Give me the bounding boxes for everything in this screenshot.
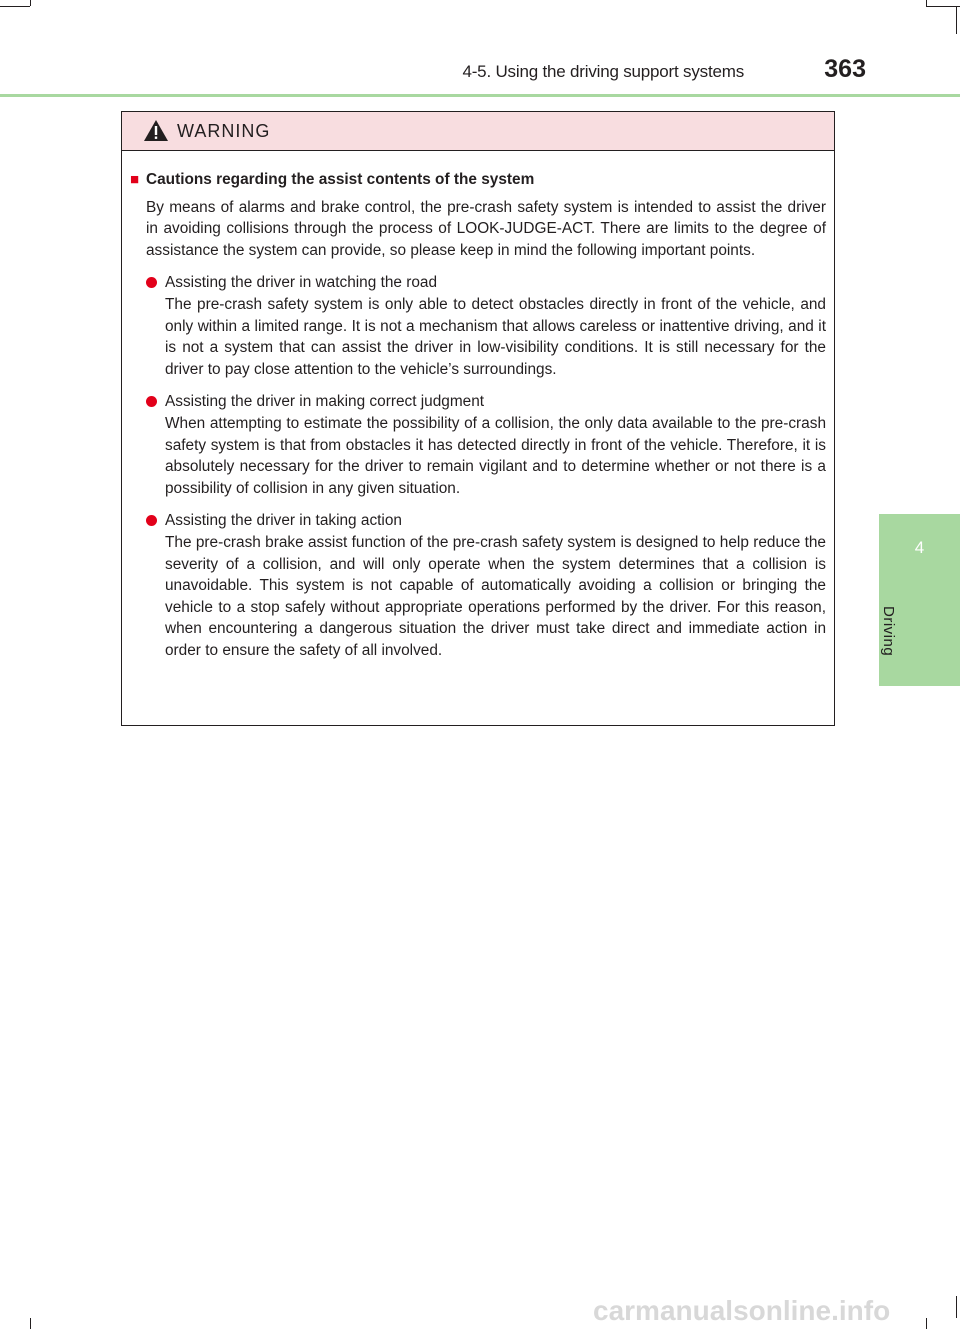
intro-paragraph: By means of alarms and brake control, the pre-crash safety system is intended to assist the driver in avoiding collisions through the process of LOOK-JUDGE-ACT. There are limits to the degree of assistance the system can provide, so please keep in mind the following important points.	[146, 198, 826, 259]
list-item-heading: Assisting the driver in making correct judgment	[165, 393, 485, 411]
page-number: 363	[824, 55, 866, 83]
crop-mark-top-right-h	[926, 6, 960, 7]
list-item-heading: Assisting the driver in taking action	[165, 512, 402, 530]
crop-mark-top-left	[30, 0, 31, 6]
warning-header	[122, 112, 834, 151]
crop-mark-top-left-h	[0, 6, 30, 7]
chapter-tab-number: 4	[914, 538, 925, 557]
list-item	[146, 272, 826, 380]
crop-mark-right-top	[956, 6, 957, 34]
warning-title: WARNING	[177, 121, 271, 141]
watermark-logo	[593, 1295, 957, 1327]
list-item	[146, 510, 826, 661]
square-bullet-icon: ■	[130, 171, 140, 188]
chapter-tab-label: Driving	[880, 606, 897, 657]
list-item-heading: Assisting the driver in watching the road	[165, 274, 438, 292]
warning-body	[122, 151, 834, 661]
list-item-body: When attempting to estimate the possibility of a collision, the only data available to the pre-crash safety system is that from obstacles it has detected directly in front of the vehicle. Therefore, it is absolutely necessary for the driver to remain vigilant and to determine whether or not there is a possibility of collision in any given situation.	[165, 414, 826, 497]
list-item	[146, 391, 826, 499]
section-heading	[130, 169, 826, 191]
round-bullet-icon	[146, 277, 157, 288]
header-rule	[0, 94, 960, 97]
list-item-body: The pre-crash safety system is only able to detect obstacles directly in front of the vehicle, and only within a limited range. It is not a mechanism that allows careless or inattentive driving, and it is not a system that can assist the driver in low-visibility conditions. It is still necessary for the driver to pay close attention to the vehicle’s surroundings.	[165, 295, 826, 378]
chapter-tab	[879, 514, 960, 686]
warning-triangle-icon	[143, 119, 169, 142]
list-item-body: The pre-crash brake assist function of the pre-crash safety system is designed to help reduce the severity of a collision, and will only operate when the system determines that a collision is unavoidable. This system is not capable of automatically avoiding a collision or bringing the vehicle to a stop safely without appropriate operations performed by the driver. For this reason, when encountering a dangerous situation the driver must take direct and immediate action in order to ensure the safety of all involved.	[165, 533, 826, 659]
running-header-section: 4-5. Using the driving support systems	[462, 62, 744, 81]
round-bullet-icon	[146, 396, 157, 407]
section-heading-text: Cautions regarding the assist contents of the system	[146, 171, 535, 188]
warning-box	[121, 111, 835, 726]
svg-text:carmanualsonline.info: carmanualsonline.info	[593, 1295, 891, 1326]
round-bullet-icon	[146, 515, 157, 526]
crop-mark-bottom-left	[30, 1318, 31, 1329]
